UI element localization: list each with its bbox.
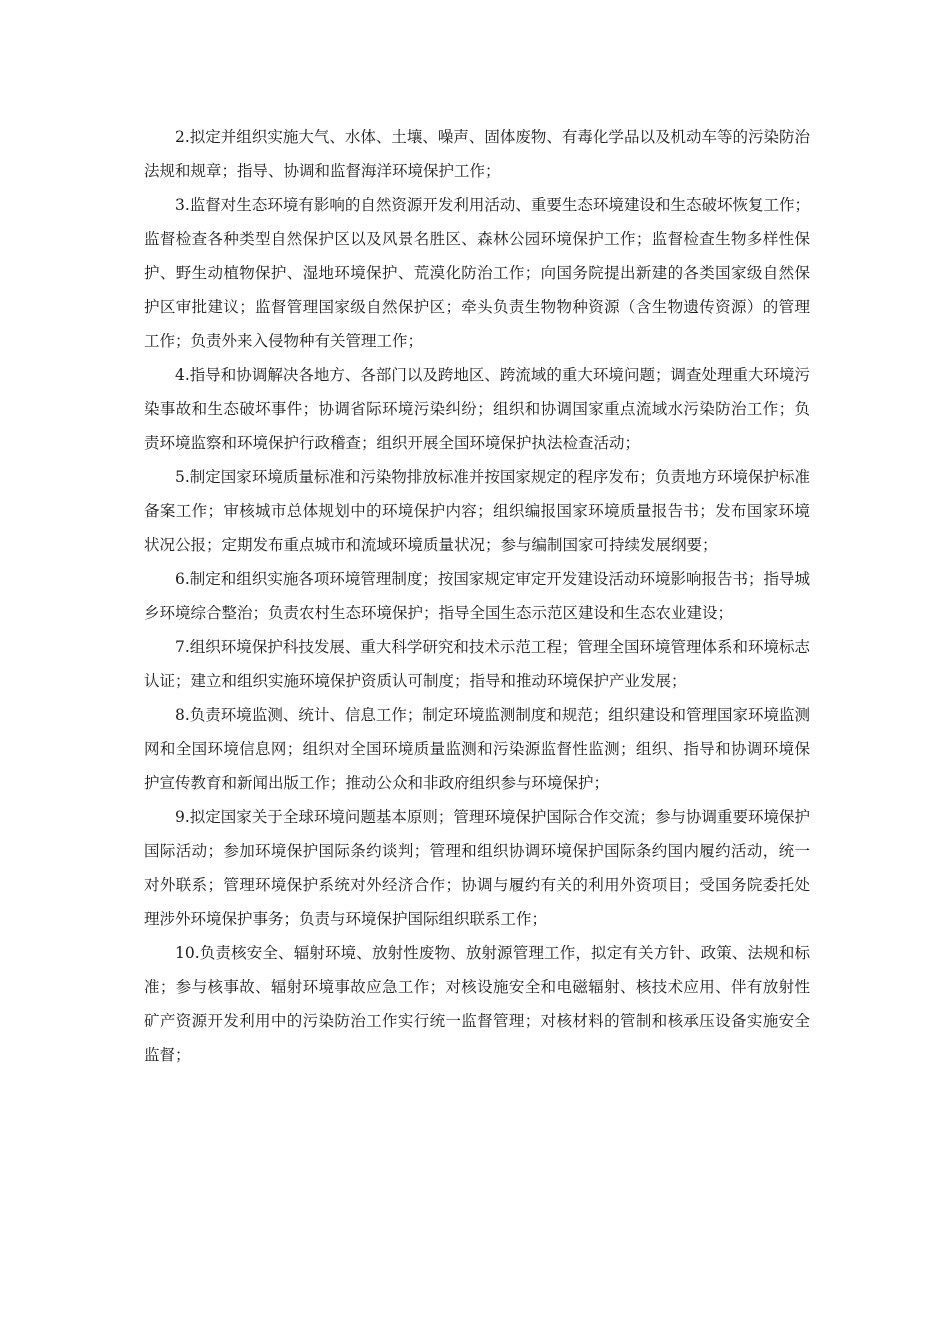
- document-body: [144, 120, 810, 1072]
- paragraph-item-10: 10.负责核安全、辐射环境、放射性废物、放射源管理工作，拟定有关方针、政策、法规和标准；参与核事故、辐射环境事故应急工作；对核设施安全和电磁辐射、核技术应用、伴有放射性矿产资源开发利用中的污染防治工作实行统一监督管理；对核材料的管制和核承压设备实施安全监督；: [144, 944, 810, 1064]
- paragraph-item-5: 5.制定国家环境质量标准和污染物排放标准并按国家规定的程序发布；负责地方环境保护标准备案工作；审核城市总体规划中的环境保护内容；组织编报国家环境质量报告书；发布国家环境状况公报；定期发布重点城市和流域环境质量状况；参与编制国家可持续发展纲要；: [144, 468, 810, 554]
- paragraph-item-9: 9.拟定国家关于全球环境问题基本原则；管理环境保护国际合作交流；参与协调重要环境保护国际活动；参加环境保护国际条约谈判；管理和组织协调环境保护国际条约国内履约活动，统一对外联系；管理环境保护系统对外经济合作；协调与履约有关的利用外资项目；受国务院委托处理涉外环境保护事务；负责与环境保护国际组织联系工作；: [144, 808, 810, 928]
- paragraph-item-6: 6.制定和组织实施各项环境管理制度；按国家规定审定开发建设活动环境影响报告书；指导城乡环境综合整治；负责农村生态环境保护；指导全国生态示范区建设和生态农业建设；: [144, 570, 810, 622]
- paragraph-item-3: 3.监督对生态环境有影响的自然资源开发利用活动、重要生态环境建设和生态破坏恢复工作；监督检查各种类型自然保护区以及风景名胜区、森林公园环境保护工作；监督检查生物多样性保护、野生动植物保护、湿地环境保护、荒漠化防治工作；向国务院提出新建的各类国家级自然保护区审批建议；监督管理国家级自然保护区；牵头负责生物物种资源（含生物遗传资源）的管理工作；负责外来入侵物种有关管理工作；: [144, 196, 810, 350]
- paragraph-item-8: 8.负责环境监测、统计、信息工作；制定环境监测制度和规范；组织建设和管理国家环境监测网和全国环境信息网；组织对全国环境质量监测和污染源监督性监测；组织、指导和协调环境保护宣传教育和新闻出版工作；推动公众和非政府组织参与环境保护；: [144, 706, 810, 792]
- paragraph-item-7: 7.组织环境保护科技发展、重大科学研究和技术示范工程；管理全国环境管理体系和环境标志认证；建立和组织实施环境保护资质认可制度；指导和推动环境保护产业发展；: [144, 638, 810, 690]
- paragraph-item-4: 4.指导和协调解决各地方、各部门以及跨地区、跨流域的重大环境问题；调查处理重大环境污染事故和生态破坏事件；协调省际环境污染纠纷；组织和协调国家重点流域水污染防治工作；负责环境监察和环境保护行政稽查；组织开展全国环境保护执法检查活动；: [144, 366, 810, 452]
- paragraph-item-2: 2.拟定并组织实施大气、水体、土壤、噪声、固体废物、有毒化学品以及机动车等的污染防治法规和规章；指导、协调和监督海洋环境保护工作；: [144, 128, 810, 180]
